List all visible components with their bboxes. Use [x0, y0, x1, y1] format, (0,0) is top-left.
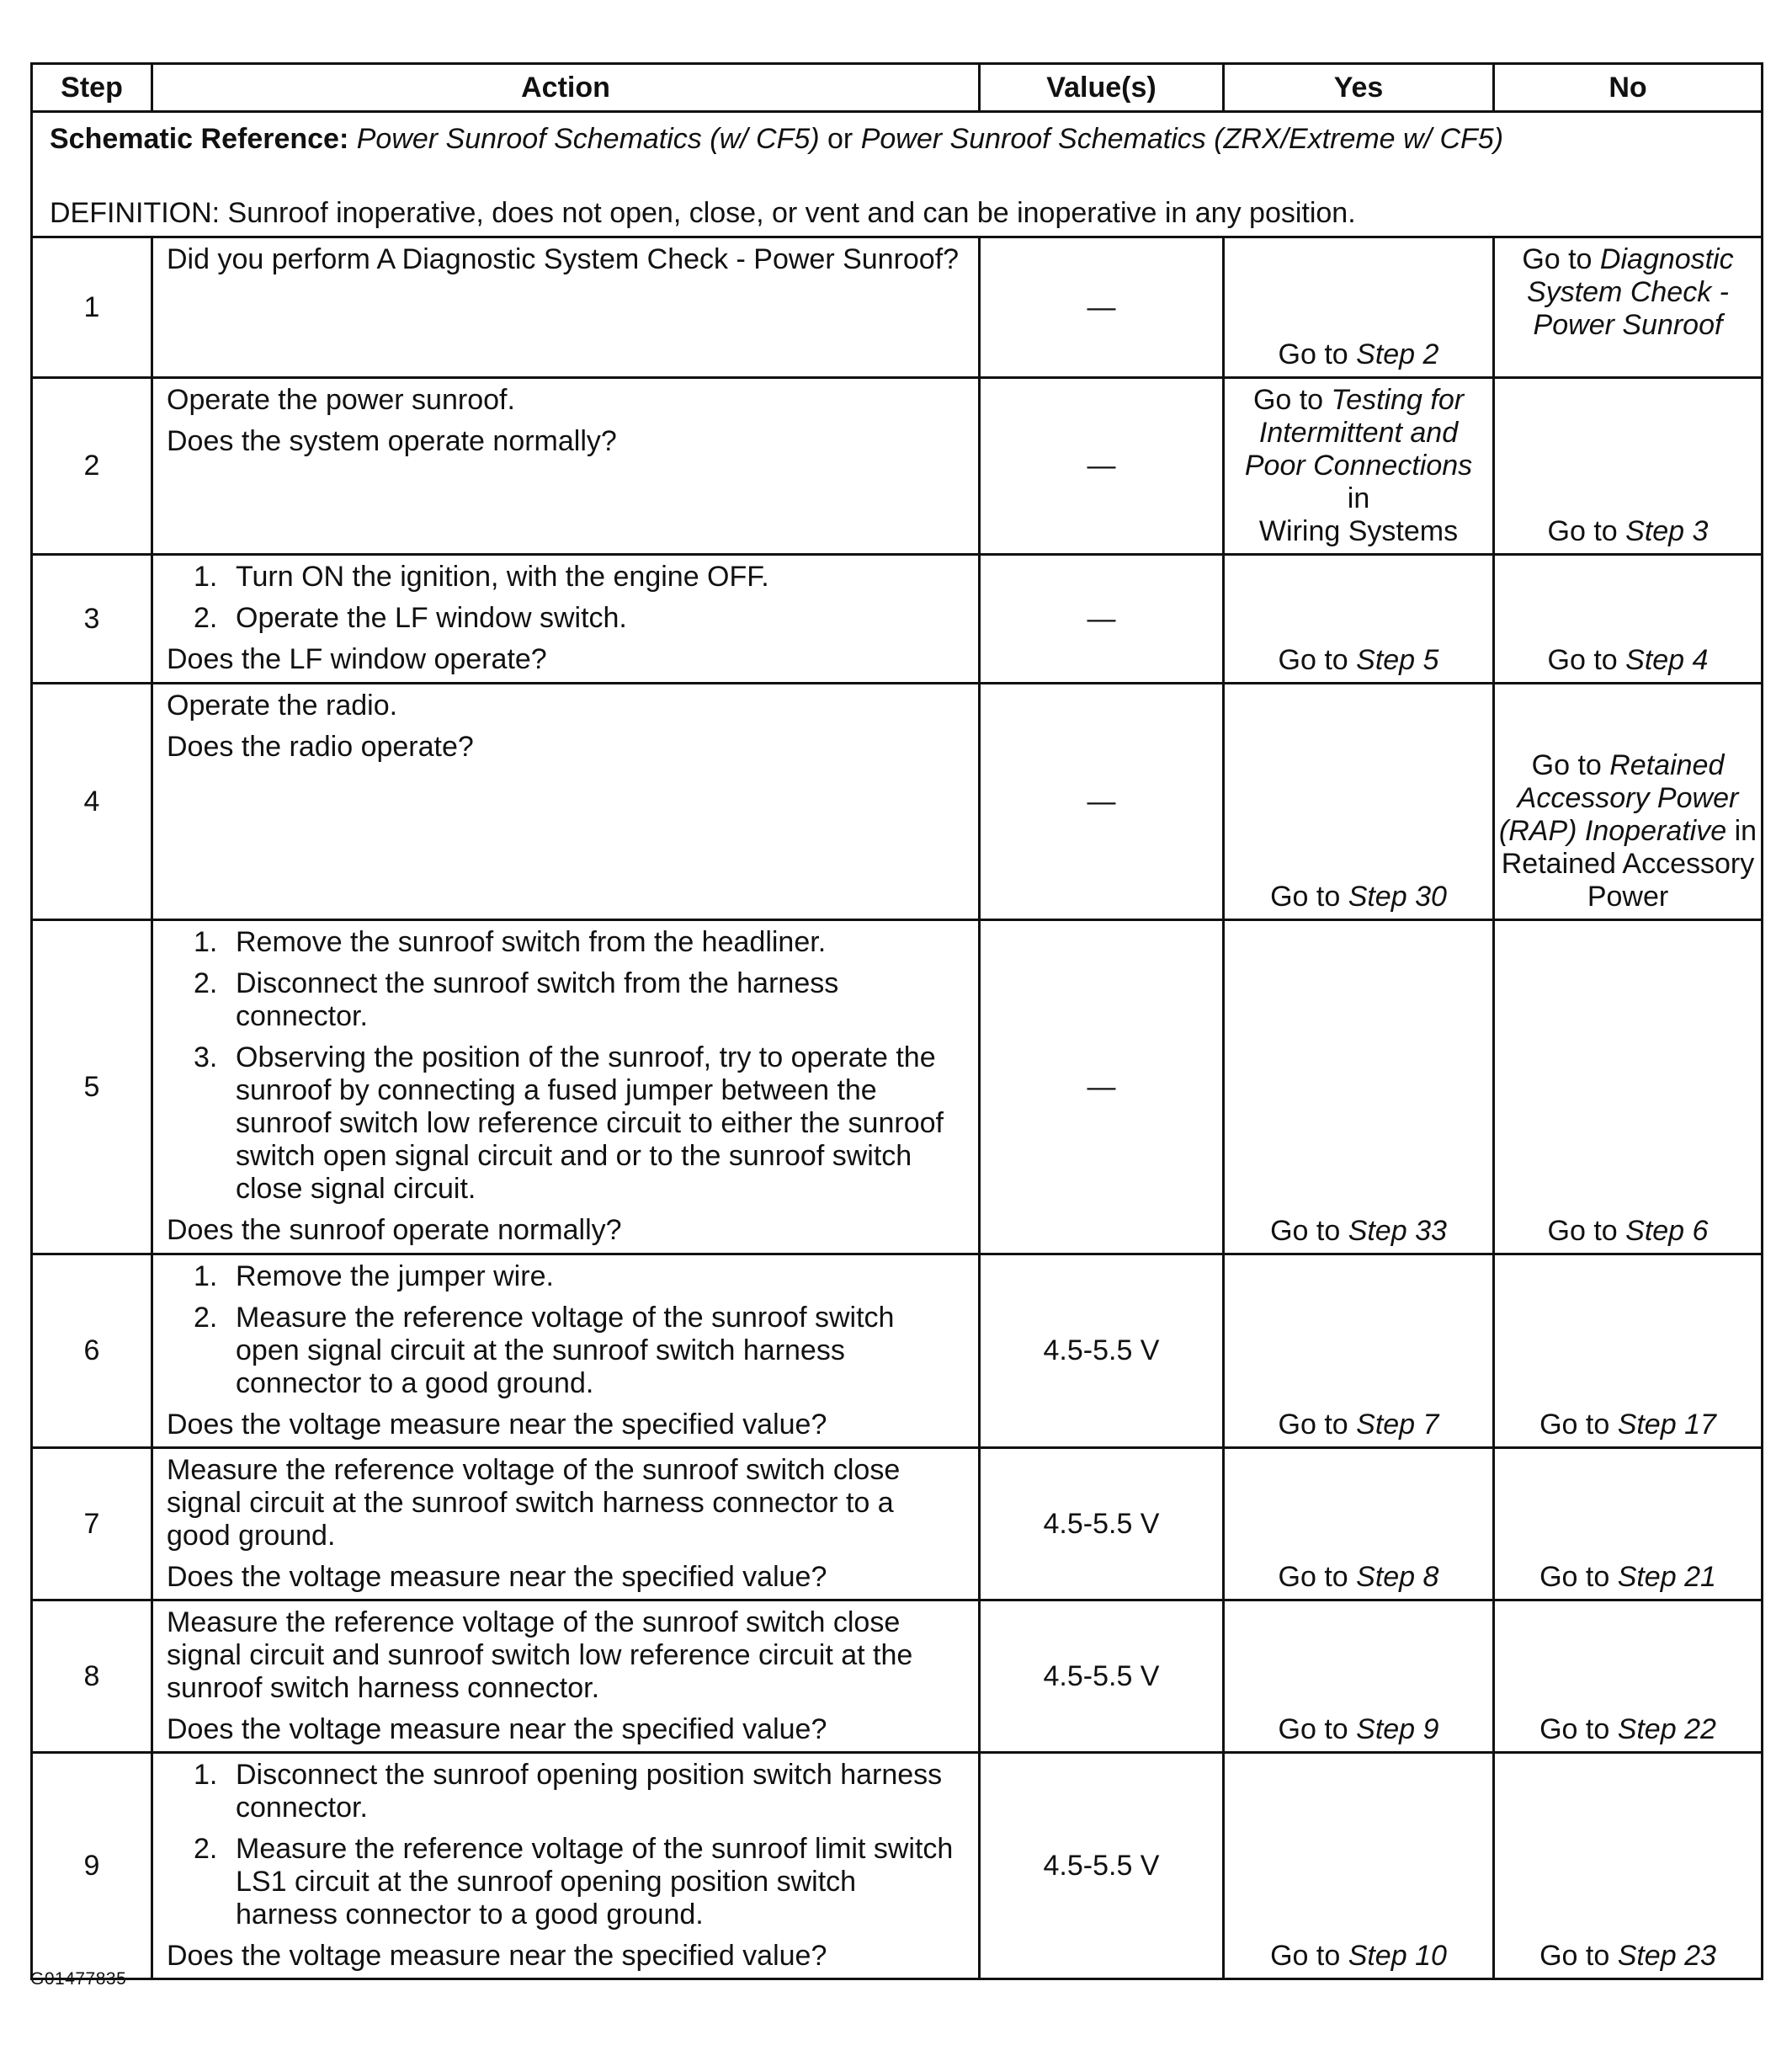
yes-prefix: Go to [1278, 1561, 1357, 1593]
no-link[interactable]: Step 21 [1617, 1561, 1716, 1593]
action-step-item [167, 1260, 965, 1293]
no-prefix: Go to [1539, 1940, 1618, 1972]
step-number: 3 [32, 555, 152, 684]
no-prefix: Go to [1547, 644, 1626, 676]
action-question: Does the radio operate? [167, 731, 474, 763]
no-prefix: Go to [1522, 243, 1600, 275]
table-row [32, 1600, 1763, 1753]
yes-link[interactable]: Step 30 [1348, 881, 1447, 913]
item-number: 3. [194, 1041, 218, 1073]
action-cell [152, 378, 980, 555]
no-cell [1494, 555, 1763, 684]
step-number: 2 [32, 378, 152, 555]
step-number: 5 [32, 920, 152, 1254]
no-cell [1494, 1254, 1763, 1448]
no-link[interactable]: Step 6 [1625, 1215, 1709, 1247]
table-row [32, 684, 1763, 920]
yes-cell [1224, 684, 1494, 920]
no-link[interactable]: Diagnostic System Check - Power Sunroof [1527, 243, 1734, 341]
value-cell: 4.5-5.5 V [980, 1448, 1224, 1600]
schematic-reference [50, 121, 1744, 157]
item-number: 1. [194, 1759, 218, 1791]
item-number: 1. [194, 1260, 218, 1292]
yes-link[interactable]: Step 2 [1356, 338, 1439, 370]
yes-cell [1224, 555, 1494, 684]
action-step-item [167, 967, 965, 1033]
action-step-item [167, 1041, 965, 1206]
action-steps [167, 1260, 965, 1400]
no-cell [1494, 237, 1763, 378]
value-cell: 4.5-5.5 V [980, 1753, 1224, 1979]
no-prefix: Go to [1539, 1561, 1618, 1593]
action-cell [152, 684, 980, 920]
action-steps [167, 561, 965, 635]
action-text: Operate the power sunroof. [167, 384, 515, 416]
table-row [32, 237, 1763, 378]
step-number: 7 [32, 1448, 152, 1600]
no-cell [1494, 1753, 1763, 1979]
item-text: Operate the LF window switch. [236, 602, 627, 634]
yes-prefix: Go to [1270, 881, 1348, 913]
action-step-item [167, 561, 965, 594]
no-prefix: Go to [1539, 1409, 1618, 1441]
item-text: Observing the position of the sunroof, try to operate the sunroof by connecting a fused jumper between the sunroof switch low reference circuit to either the sunroof switch open signal circuit and or to the sunroof switch close signal circuit. [236, 1041, 944, 1205]
yes-prefix: Go to [1270, 1215, 1348, 1247]
action-step-item [167, 1302, 965, 1400]
schematic-link-cf5[interactable]: Power Sunroof Schematics (w/ CF5) [356, 123, 820, 155]
action-question: Does the LF window operate? [167, 643, 547, 675]
action-question: Does the sunroof operate normally? [167, 1214, 622, 1246]
figure-id: G01477835 [30, 1969, 127, 1989]
schematic-link-zrx[interactable]: Power Sunroof Schematics (ZRX/Extreme w/ CF5) [860, 123, 1504, 155]
yes-cell [1224, 1254, 1494, 1448]
action-cell [152, 1254, 980, 1448]
yes-link[interactable]: Step 8 [1356, 1561, 1439, 1593]
value-cell: — [980, 237, 1224, 378]
yes-suffix-system: Wiring Systems [1258, 515, 1459, 547]
action-text: Did you perform A Diagnostic System Check - Power Sunroof? [167, 243, 960, 275]
action-question: Does the voltage measure near the specified value? [167, 1940, 827, 1972]
action-question: Does the system operate normally? [167, 425, 617, 457]
no-cell [1494, 920, 1763, 1254]
table-row [32, 378, 1763, 555]
no-link[interactable]: Step 22 [1617, 1713, 1716, 1745]
item-number: 1. [194, 561, 218, 593]
yes-prefix: Go to [1278, 338, 1357, 370]
header-row [32, 64, 1763, 112]
yes-cell [1224, 237, 1494, 378]
header-action: Action [152, 64, 980, 112]
yes-prefix: Go to [1278, 644, 1357, 676]
item-number: 2. [194, 602, 218, 634]
no-link[interactable]: Step 4 [1625, 644, 1709, 676]
no-link[interactable]: Step 3 [1625, 515, 1709, 547]
schematic-connector: or [819, 123, 861, 155]
action-step-item [167, 1759, 965, 1824]
item-text: Measure the reference voltage of the sunroof limit switch LS1 circuit at the sunroof opening position switch harness connector to a good ground. [236, 1833, 954, 1931]
action-cell [152, 1600, 980, 1753]
header-no: No [1494, 64, 1763, 112]
item-text: Disconnect the sunroof opening position switch harness connector. [236, 1759, 943, 1824]
yes-cell [1224, 1448, 1494, 1600]
yes-link[interactable]: Step 9 [1356, 1713, 1439, 1745]
table-row [32, 1753, 1763, 1979]
step-number: 6 [32, 1254, 152, 1448]
table-row [32, 1254, 1763, 1448]
yes-link[interactable]: Step 5 [1356, 644, 1439, 676]
no-link[interactable]: Step 17 [1617, 1409, 1716, 1441]
no-prefix: Go to [1539, 1713, 1618, 1745]
value-cell: — [980, 378, 1224, 555]
no-prefix: Go to [1531, 749, 1610, 781]
step-number: 8 [32, 1600, 152, 1753]
table-row [32, 555, 1763, 684]
no-link[interactable]: Retained Accessory Power (RAP) Inoperative [1498, 749, 1739, 847]
no-link[interactable]: Step 23 [1617, 1940, 1716, 1972]
value-cell: 4.5-5.5 V [980, 1254, 1224, 1448]
item-text: Remove the jumper wire. [236, 1260, 554, 1292]
yes-cell [1224, 920, 1494, 1254]
action-cell [152, 1753, 980, 1979]
reference-cell [32, 112, 1763, 237]
value-cell: — [980, 555, 1224, 684]
yes-link[interactable]: Step 10 [1348, 1940, 1447, 1972]
definition-text: DEFINITION: Sunroof inoperative, does not open, close, or vent and can be inoperative in any position. [50, 197, 1356, 229]
yes-cell [1224, 1753, 1494, 1979]
action-step-item [167, 602, 965, 635]
item-number: 2. [194, 1833, 218, 1865]
yes-link[interactable]: Testing for Intermittent and Poor Connections [1244, 384, 1473, 482]
action-steps [167, 1759, 965, 1931]
item-number: 1. [194, 926, 218, 958]
action-cell [152, 555, 980, 684]
action-step-item [167, 1833, 965, 1931]
no-suffix: in Retained Accessory Power [1501, 815, 1757, 913]
yes-prefix: Go to [1270, 1940, 1348, 1972]
diagnostic-table [30, 62, 1763, 1980]
yes-prefix: Go to [1252, 384, 1332, 416]
yes-link[interactable]: Step 7 [1356, 1409, 1439, 1441]
yes-suffix-in: in [1347, 482, 1370, 514]
step-number: 1 [32, 237, 152, 378]
no-prefix: Go to [1547, 515, 1626, 547]
action-text: Measure the reference voltage of the sunroof switch close signal circuit at the sunroof switch harness connector to a good ground. [167, 1454, 901, 1552]
schematic-reference-label: Schematic Reference: [50, 123, 349, 155]
yes-link[interactable]: Step 33 [1348, 1215, 1447, 1247]
item-text: Turn ON the ignition, with the engine OFF. [236, 561, 769, 593]
action-question: Does the voltage measure near the specified value? [167, 1409, 827, 1441]
yes-prefix: Go to [1278, 1409, 1357, 1441]
yes-cell [1224, 378, 1494, 555]
header-values: Value(s) [980, 64, 1224, 112]
item-text: Measure the reference voltage of the sunroof switch open signal circuit at the sunroof switch harness connector to a good ground. [236, 1302, 895, 1399]
action-step-item [167, 926, 965, 959]
action-text: Measure the reference voltage of the sunroof switch close signal circuit and sunroof switch low reference circuit at the sunroof switch harness connector. [167, 1606, 913, 1704]
value-cell: 4.5-5.5 V [980, 1600, 1224, 1753]
item-number: 2. [194, 1302, 218, 1334]
reference-row [32, 112, 1763, 237]
value-cell: — [980, 920, 1224, 1254]
header-step: Step [32, 64, 152, 112]
no-prefix: Go to [1547, 1215, 1626, 1247]
diagnostic-table-container [30, 62, 1761, 1980]
no-cell [1494, 1448, 1763, 1600]
value-cell: — [980, 684, 1224, 920]
action-cell [152, 920, 980, 1254]
item-number: 2. [194, 967, 218, 999]
no-cell [1494, 378, 1763, 555]
action-text: Operate the radio. [167, 690, 398, 722]
action-cell [152, 237, 980, 378]
item-text: Remove the sunroof switch from the headliner. [236, 926, 827, 958]
table-row [32, 920, 1763, 1254]
yes-prefix: Go to [1278, 1713, 1357, 1745]
step-number: 9 [32, 1753, 152, 1979]
step-number: 4 [32, 684, 152, 920]
header-yes: Yes [1224, 64, 1494, 112]
action-steps [167, 926, 965, 1206]
no-cell [1494, 1600, 1763, 1753]
action-question: Does the voltage measure near the specified value? [167, 1561, 827, 1593]
no-cell [1494, 684, 1763, 920]
table-row [32, 1448, 1763, 1600]
yes-cell [1224, 1600, 1494, 1753]
action-cell [152, 1448, 980, 1600]
item-text: Disconnect the sunroof switch from the harness connector. [236, 967, 839, 1032]
action-question: Does the voltage measure near the specified value? [167, 1713, 827, 1745]
